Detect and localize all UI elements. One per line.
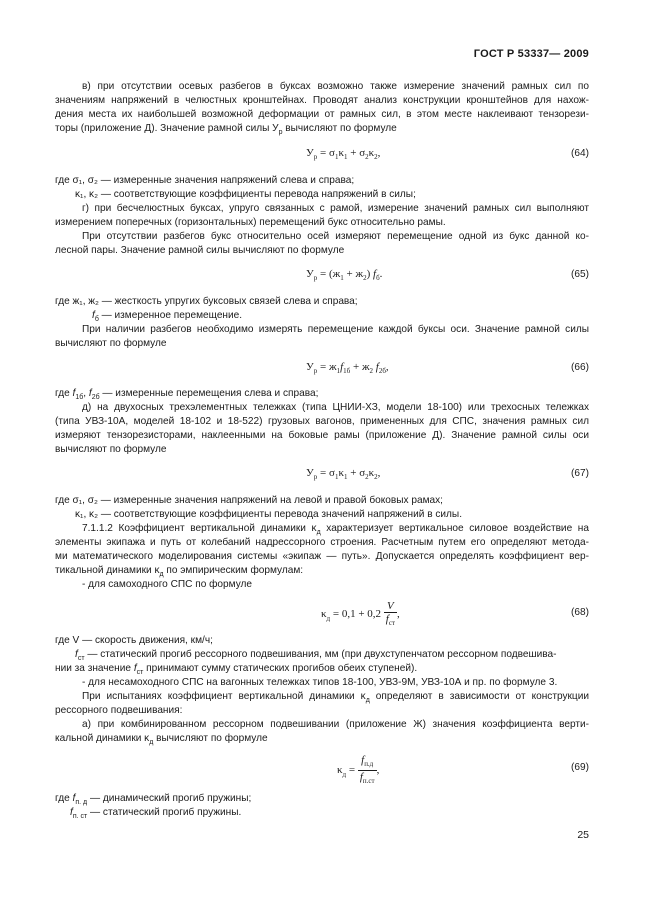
text-line: рессорного подвешивания: [55,705,183,716]
text-line: При отсутствии разбегов букс относительно осей измеряют перемещение одной из букс данной ко- [82,231,589,242]
standard-header: ГОСТ Р 53337— 2009 [473,48,589,60]
text-line: кальной динамики $\kappa_д$ вычисляют по формуле [55,733,268,747]
text-line: торы (приложение Д). Значение рамной силы $У_р$ вычисляют по формуле [55,123,397,137]
text-line: элементы экипажа и путь от колебаний надрессорного строения. Расчетным путем его определяют метода- [55,537,589,548]
page-number: 25 [577,829,589,841]
formula-67: $У_р = \sigma_1\kappa_1 + \sigma_2\kappa_2$, [306,467,381,482]
text-line: При испытаниях коэффициент вертикальной динамики $\kappa_д$ определяют в зависимости от конструкции [82,691,589,705]
text-line: ми математического моделирования системы «экипаж — путь». Допускается определять коэффициент вер- [55,551,589,562]
text-line: где σ₁, σ₂ — измеренные значения напряжений слева и справа; [55,175,355,186]
text-line: значениям напряжений в челюстных кронштейнах. Проводят анализ конструкции кронштейнов для нахож- [55,95,589,106]
text-line: где V — скорость движения, км/ч; [55,635,213,646]
text-line: лесной пары. Значение рамной силы вычисляют по формуле [55,245,345,256]
equation-number: (69) [571,762,589,773]
text-line: вычисляют по формуле [55,444,167,455]
text-line: дения места их наибольшей возможной деформации от рамных сил, в этом месте наклеивают тензорези- [55,109,589,120]
text-line: измерением поперечных (горизонтальных) перемещений букс относительно рамы. [55,217,446,228]
formula-68: $\kappa_д = 0,1 + 0,2$ $\frac{V}{f_{ст}}$ , [321,600,400,628]
formula-69: $\kappa_д$ = $\frac{f_{п.д}}{f_{п.ст}}$ , [337,754,380,786]
text-line: где $f_{п. д}$ — динамический прогиб пружины; [55,793,252,807]
text-line: При наличии разбегов необходимо измерять перемещение каждой буксы оси. Значение рамной силы [82,324,589,335]
text-line: κ₁, κ₂ — соответствующие коэффициенты перевода значений напряжений в силы. [75,509,462,520]
text-line: вычисляют по формуле [55,338,167,349]
text-line: $f_{п. ст}$ — статический прогиб пружины. [70,807,242,821]
text-line: 7.1.1.2 Коэффициент вертикальной динамики $\kappa_д$ характеризует вертикальное силовое воздействие на [82,523,589,537]
formula-66: $У_р = ж_1f_{1б} + ж_2$ $f_{2б}$, [306,361,389,376]
equation-number: (67) [571,468,589,479]
equation-number: (66) [571,362,589,373]
text-line: а) при комбинированном рессорном подвешивании (приложение Ж) значения коэффициента верти- [82,719,589,730]
text-line: г) при бесчелюстных буксах, упруго связанных с рамой, измерение значений рамных сил выполняют [82,203,589,214]
formula-64: $У_р = \sigma_1\kappa_1 + \sigma_2\kappa_2$, [306,147,381,162]
text-line: где ж₁, ж₂ — жесткость упругих буксовых связей слева и справа; [55,296,358,307]
equation-number: (65) [571,269,589,280]
text-line: $f_б$ — измеренное перемещение. [92,310,243,324]
text-line: $f_{ст}$ — статический прогиб рессорного подвешивания, мм (при двухступенчатом рессорном подвешива- [75,649,557,663]
text-line: д) на двухосных трехэлементных тележках (типа ЦНИИ-ХЗ, модели 18-100) или трехосных тележках [82,402,589,413]
text-line: (типа УВЗ-10А, моделей 18-102 и 18-522) грузовых вагонов, примененных для СПС, значения рамных сил [55,416,589,427]
text-line: в) при отсутствии осевых разбегов в буксах возможно также измерение значений рамных сил по [82,81,589,92]
text-line: где σ₁, σ₂ — измеренные значения напряжений на левой и правой боковых рамах; [55,495,443,506]
text-line: где $f_{1б}$, $f_{2б}$ — измеренные перемещения слева и справа; [55,388,319,402]
text-line: тикальной динамики $\kappa_д$ по эмпирическим формулам: [55,565,304,579]
equation-number: (68) [571,607,589,618]
text-line: - для несамоходного СПС на вагонных тележках типов 18-100, УВЗ-9М, УВЗ-10А и пр. по формуле 3. [82,677,558,688]
text-line: измеряют тензорезисторами, наклеенными на боковые рамы (приложение Д). Значение рамной силы оси [55,430,589,441]
text-line: κ₁, κ₂ — соответствующие коэффициенты перевода напряжений в силы; [75,189,416,200]
formula-65: $У_р = (ж_1 + ж_2)$ $f_б$. [306,268,383,283]
text-line: - для самоходного СПС по формуле [82,579,253,590]
text-line: нии за значение $f_{ст}$ принимают сумму статических прогибов обеих ступеней). [55,663,418,677]
equation-number: (64) [571,148,589,159]
